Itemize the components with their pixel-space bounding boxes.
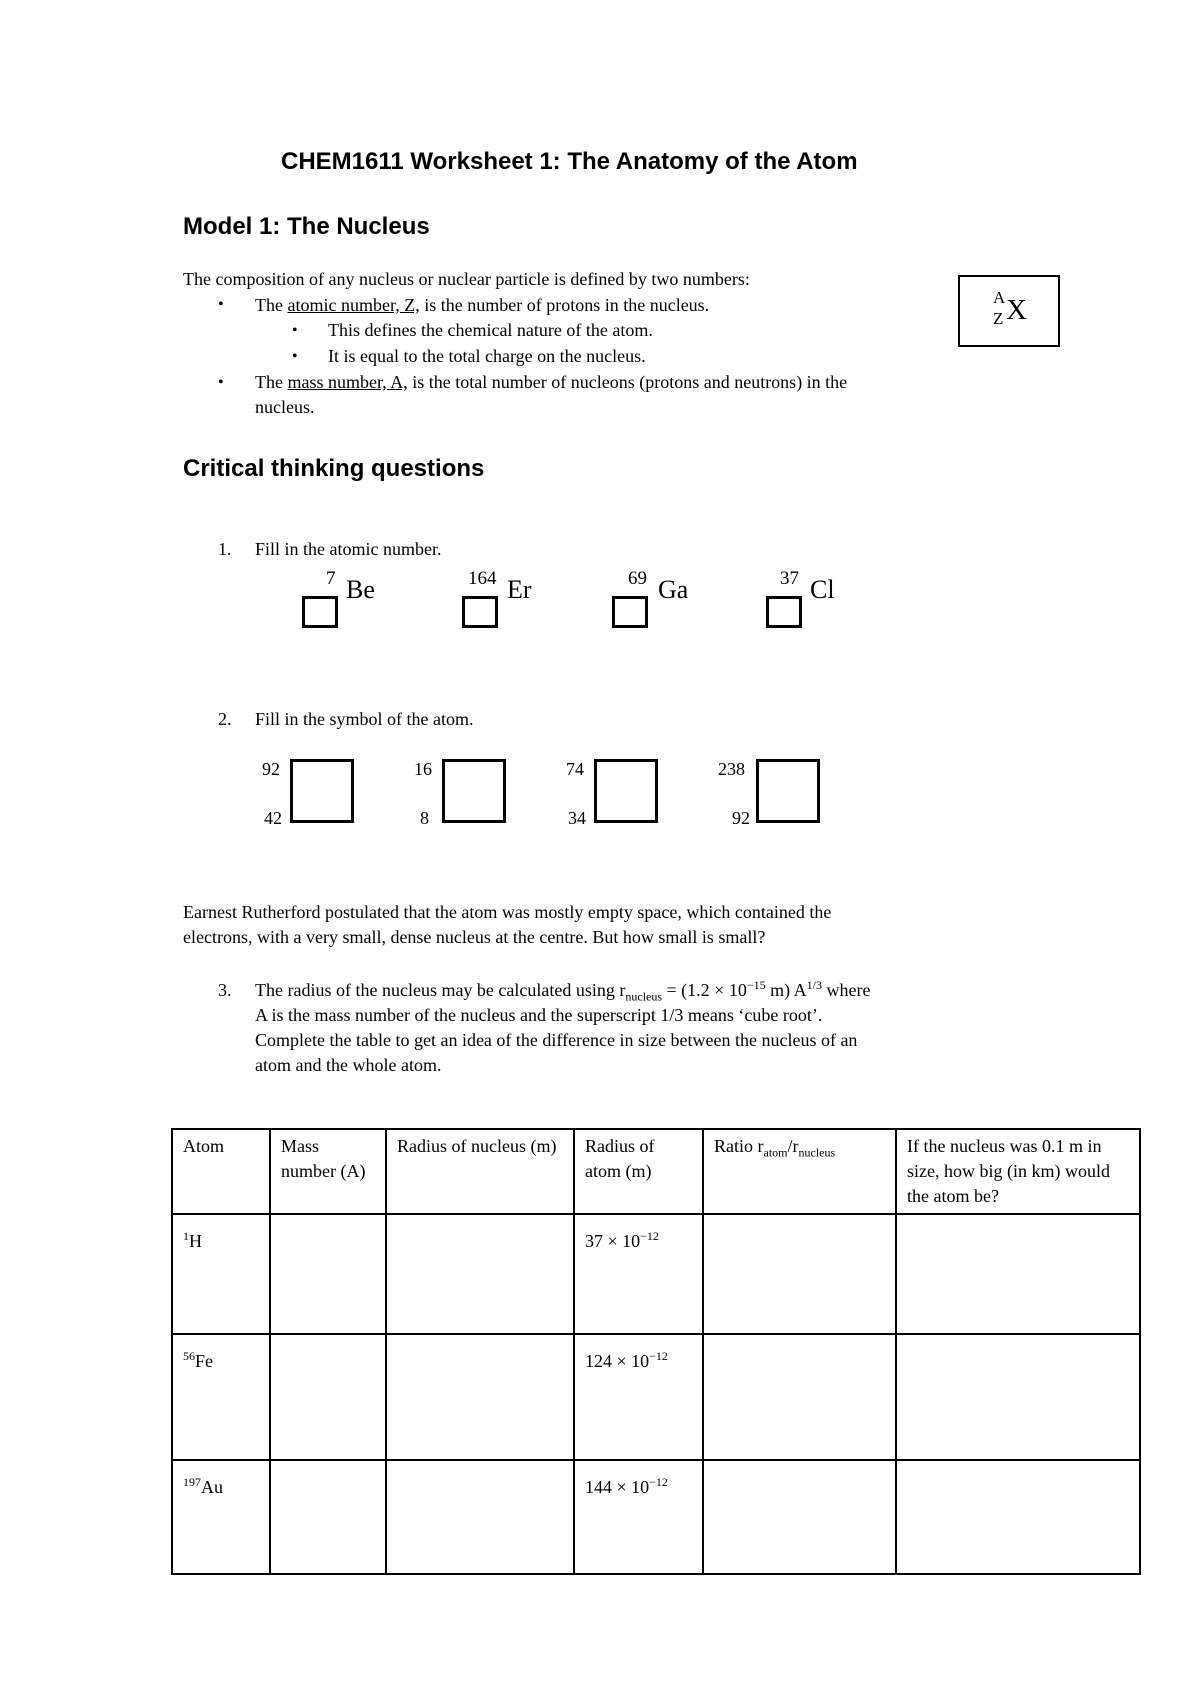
- q3-line-2: A is the mass number of the nucleus and the superscript 1/3 means ‘cube root’.: [255, 1005, 823, 1025]
- ratio-cell[interactable]: [703, 1460, 896, 1574]
- header-ratio: [703, 1129, 896, 1214]
- q3-text: The radius of the nucleus may be calculated using r: [255, 980, 626, 1000]
- bullet-text: is the number of protons in the nucleus.: [419, 295, 710, 315]
- element-symbol: Fe: [195, 1351, 213, 1371]
- mass-number: 74: [566, 759, 584, 779]
- q3-line-3: Complete the table to get an idea of the difference in size between the nucleus of an: [255, 1030, 858, 1050]
- critical-thinking-heading: Critical thinking questions: [183, 455, 485, 482]
- atom-cell: [172, 1334, 270, 1460]
- notation-a: A: [993, 288, 1006, 307]
- header-text: /r: [787, 1136, 799, 1156]
- mass-number: 7: [326, 568, 336, 589]
- mass-superscript: 1: [183, 1229, 189, 1243]
- mass-superscript: 197: [183, 1475, 201, 1489]
- q2-number: 2.: [218, 709, 232, 729]
- q3-text: = (1.2 × 10: [662, 980, 747, 1000]
- symbol-answer-box[interactable]: [290, 759, 354, 823]
- ratio-cell[interactable]: [703, 1334, 896, 1460]
- radius-value: 37 × 10: [585, 1231, 641, 1251]
- mass-number: 37: [780, 568, 799, 589]
- atomic-number: 92: [732, 808, 750, 828]
- scaled-size-cell[interactable]: [896, 1214, 1140, 1334]
- mass-number-cell[interactable]: [270, 1334, 386, 1460]
- radius-atom-cell: [574, 1460, 703, 1574]
- rutherford-line-2: electrons, with a very small, dense nucleus at the centre. But how small is small?: [183, 927, 766, 947]
- atomic-number: 34: [568, 808, 586, 828]
- model-heading: Model 1: The Nucleus: [183, 213, 430, 240]
- bullet-marker: •: [218, 374, 224, 391]
- q3-line-1: [255, 978, 871, 1004]
- symbol-answer-box[interactable]: [594, 759, 658, 823]
- subscript: nucleus: [798, 1145, 836, 1160]
- header-scaled-size: If the nucleus was 0.1 m in size, how big (in km) would the atom be?: [896, 1129, 1140, 1214]
- mass-number-cell[interactable]: [270, 1214, 386, 1334]
- symbol-answer-box[interactable]: [442, 759, 506, 823]
- ratio-cell[interactable]: [703, 1214, 896, 1334]
- atomic-number-answer-box[interactable]: [462, 596, 498, 628]
- element-symbol: Au: [201, 1477, 223, 1497]
- bullet-marker: •: [292, 322, 298, 339]
- q1-number: 1.: [218, 539, 232, 559]
- intro-text: The composition of any nucleus or nuclear particle is defined by two numbers:: [183, 269, 750, 289]
- atomic-number-bullet: [255, 295, 709, 316]
- atomic-number: 8: [420, 808, 429, 828]
- q3-line-4: atom and the whole atom.: [255, 1055, 442, 1075]
- atomic-number-answer-box[interactable]: [302, 596, 338, 628]
- subscript: nucleus: [625, 989, 663, 1004]
- bullet-text: The: [255, 295, 288, 315]
- symbol-answer-box[interactable]: [756, 759, 820, 823]
- rutherford-line-1: Earnest Rutherford postulated that the atom was mostly empty space, which contained the: [183, 902, 832, 922]
- q2-text: Fill in the symbol of the atom.: [255, 709, 474, 729]
- header-radius-nucleus: Radius of nucleus (m): [386, 1129, 574, 1214]
- atomic-number-answer-box[interactable]: [766, 596, 802, 628]
- mass-number-bullet-continued: nucleus.: [255, 397, 315, 417]
- mass-number: 92: [262, 759, 280, 779]
- scaled-size-cell[interactable]: [896, 1460, 1140, 1574]
- table-row: [172, 1214, 1140, 1334]
- mass-number-term: mass number, A,: [287, 372, 408, 392]
- mass-number-cell[interactable]: [270, 1460, 386, 1574]
- bullet-text: The: [255, 372, 288, 392]
- atom-cell: [172, 1460, 270, 1574]
- bullet-text: is the total number of nucleons (protons and neutrons) in the: [407, 372, 848, 392]
- q3-text: where: [821, 980, 871, 1000]
- exponent: 1/3: [806, 978, 822, 992]
- radius-nucleus-cell[interactable]: [386, 1334, 574, 1460]
- header-radius-atom: Radius of atom (m): [574, 1129, 703, 1214]
- radius-atom-cell: [574, 1214, 703, 1334]
- nucleus-size-table: [171, 1128, 1141, 1575]
- radius-nucleus-cell[interactable]: [386, 1460, 574, 1574]
- radius-nucleus-cell[interactable]: [386, 1214, 574, 1334]
- table-header-row: [172, 1129, 1140, 1214]
- header-mass-number: Mass number (A): [270, 1129, 386, 1214]
- element-symbol: Ga: [658, 575, 689, 604]
- table-row: [172, 1460, 1140, 1574]
- element-symbol: Cl: [810, 575, 835, 604]
- mass-number: 16: [414, 759, 432, 779]
- exponent: −12: [649, 1349, 668, 1363]
- bullet-marker: •: [218, 296, 224, 313]
- atomic-number-term: atomic number, Z,: [287, 295, 420, 315]
- exponent: −12: [649, 1475, 668, 1489]
- table-row: [172, 1334, 1140, 1460]
- element-symbol: Be: [346, 575, 375, 604]
- header-text: Ratio r: [714, 1136, 764, 1156]
- radius-value: 144 × 10: [585, 1477, 650, 1497]
- q3-number: 3.: [218, 980, 232, 1000]
- notation-x: X: [1006, 294, 1027, 326]
- nuclide-notation-box: [958, 275, 1060, 347]
- mass-number: 69: [628, 568, 647, 589]
- atomic-number: 42: [264, 808, 282, 828]
- atomic-number-answer-box[interactable]: [612, 596, 648, 628]
- mass-superscript: 56: [183, 1349, 195, 1363]
- mass-number: 238: [718, 759, 745, 779]
- atom-cell: [172, 1214, 270, 1334]
- exponent: −15: [746, 978, 766, 992]
- mass-number: 164: [468, 568, 497, 589]
- scaled-size-cell[interactable]: [896, 1334, 1140, 1460]
- page-title: CHEM1611 Worksheet 1: The Anatomy of the Atom: [281, 148, 858, 175]
- radius-value: 124 × 10: [585, 1351, 650, 1371]
- element-symbol: Er: [507, 575, 532, 604]
- q3-text: m) A: [765, 980, 807, 1000]
- header-atom: Atom: [172, 1129, 270, 1214]
- radius-atom-cell: [574, 1334, 703, 1460]
- subscript: atom: [763, 1145, 788, 1160]
- element-symbol: H: [189, 1231, 202, 1251]
- sub-bullet-total-charge: It is equal to the total charge on the nucleus.: [328, 346, 646, 366]
- bullet-marker: •: [292, 348, 298, 365]
- sub-bullet-chemical-nature: This defines the chemical nature of the atom.: [328, 320, 653, 340]
- mass-number-bullet: [255, 372, 847, 393]
- exponent: −12: [640, 1229, 659, 1243]
- notation-z: Z: [993, 309, 1004, 328]
- q1-text: Fill in the atomic number.: [255, 539, 442, 559]
